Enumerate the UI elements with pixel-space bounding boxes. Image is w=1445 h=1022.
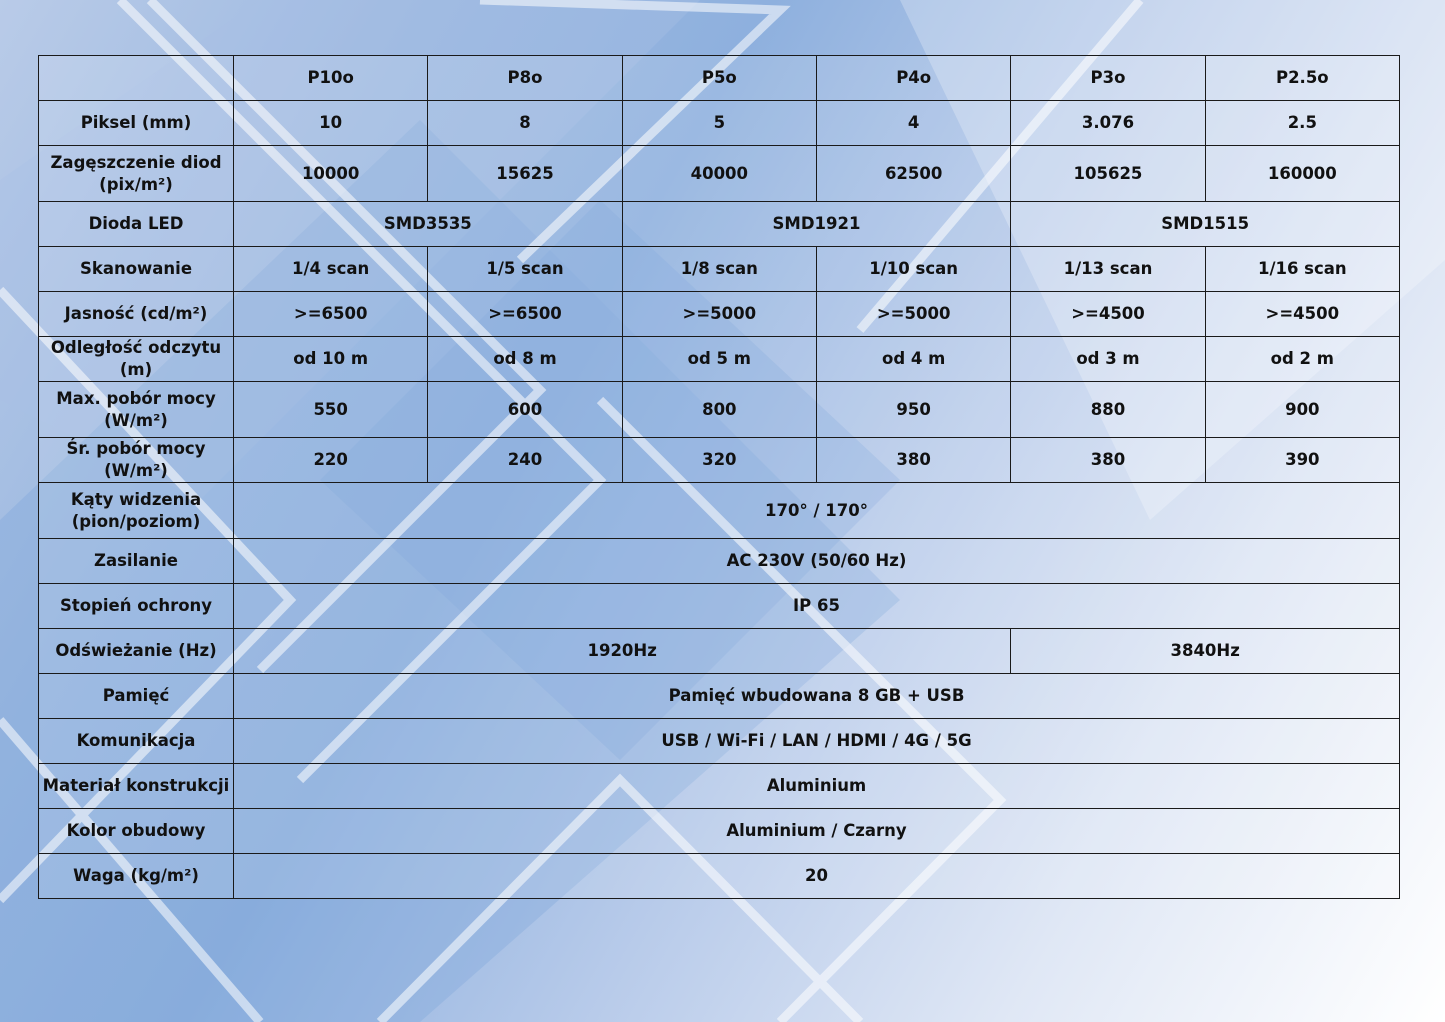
table-cell: 1/4 scan bbox=[234, 247, 428, 292]
table-cell: od 4 m bbox=[816, 337, 1010, 382]
table-cell: 380 bbox=[816, 438, 1010, 483]
row-label: Zagęszczenie diod (pix/m²) bbox=[39, 146, 234, 202]
header-cell: P2.5o bbox=[1205, 56, 1399, 101]
table-cell: >=4500 bbox=[1205, 292, 1399, 337]
row-label: Odświeżanie (Hz) bbox=[39, 629, 234, 674]
row-label: Zasilanie bbox=[39, 539, 234, 584]
table-cell: 1/13 scan bbox=[1011, 247, 1205, 292]
table-cell: 380 bbox=[1011, 438, 1205, 483]
table-cell: 880 bbox=[1011, 382, 1205, 438]
table-cell: od 10 m bbox=[234, 337, 428, 382]
row-label: Skanowanie bbox=[39, 247, 234, 292]
table-cell: 170° / 170° bbox=[234, 483, 1400, 539]
header-cell: P3o bbox=[1011, 56, 1205, 101]
row-label: Komunikacja bbox=[39, 719, 234, 764]
table-row bbox=[39, 854, 1400, 899]
table-cell: SMD3535 bbox=[234, 202, 623, 247]
table-row bbox=[39, 539, 1400, 584]
table-cell: 10 bbox=[234, 101, 428, 146]
table-cell: 105625 bbox=[1011, 146, 1205, 202]
row-label: Materiał konstrukcji bbox=[39, 764, 234, 809]
row-label: Pamięć bbox=[39, 674, 234, 719]
table-cell: 3.076 bbox=[1011, 101, 1205, 146]
row-label: Max. pobór mocy (W/m²) bbox=[39, 382, 234, 438]
table-row bbox=[39, 764, 1400, 809]
table-row bbox=[39, 719, 1400, 764]
table-row bbox=[39, 674, 1400, 719]
table-cell: 390 bbox=[1205, 438, 1399, 483]
table-cell: od 2 m bbox=[1205, 337, 1399, 382]
table-cell: >=6500 bbox=[428, 292, 622, 337]
table-cell: od 5 m bbox=[622, 337, 816, 382]
table-cell: 10000 bbox=[234, 146, 428, 202]
table-cell: od 3 m bbox=[1011, 337, 1205, 382]
table-cell: 40000 bbox=[622, 146, 816, 202]
table-cell: 800 bbox=[622, 382, 816, 438]
table-cell: 3840Hz bbox=[1011, 629, 1400, 674]
table-cell: AC 230V (50/60 Hz) bbox=[234, 539, 1400, 584]
table-cell: Aluminium bbox=[234, 764, 1400, 809]
row-label: Dioda LED bbox=[39, 202, 234, 247]
table-cell: Aluminium / Czarny bbox=[234, 809, 1400, 854]
table-row bbox=[39, 247, 1400, 292]
table-cell: >=5000 bbox=[622, 292, 816, 337]
row-label: Jasność (cd/m²) bbox=[39, 292, 234, 337]
row-label: Piksel (mm) bbox=[39, 101, 234, 146]
table-cell: 1/10 scan bbox=[816, 247, 1010, 292]
header-cell: P4o bbox=[816, 56, 1010, 101]
header-cell: P10o bbox=[234, 56, 428, 101]
header-cell: P5o bbox=[622, 56, 816, 101]
table-cell: 950 bbox=[816, 382, 1010, 438]
table-cell: od 8 m bbox=[428, 337, 622, 382]
table-cell: 1/5 scan bbox=[428, 247, 622, 292]
table-cell: 1920Hz bbox=[234, 629, 1011, 674]
table-cell: Pamięć wbudowana 8 GB + USB bbox=[234, 674, 1400, 719]
table-cell: 15625 bbox=[428, 146, 622, 202]
table-cell: 900 bbox=[1205, 382, 1399, 438]
table-cell: 1/8 scan bbox=[622, 247, 816, 292]
table-cell: 5 bbox=[622, 101, 816, 146]
table-cell: 240 bbox=[428, 438, 622, 483]
spec-table bbox=[38, 55, 1400, 899]
header-cell: P8o bbox=[428, 56, 622, 101]
table-row bbox=[39, 809, 1400, 854]
row-label: Odległość odczytu (m) bbox=[39, 337, 234, 382]
table-cell: 550 bbox=[234, 382, 428, 438]
table-cell: 600 bbox=[428, 382, 622, 438]
table-cell: 220 bbox=[234, 438, 428, 483]
table-cell: 20 bbox=[234, 854, 1400, 899]
table-row bbox=[39, 483, 1400, 539]
table-row bbox=[39, 382, 1400, 438]
table-cell: USB / Wi-Fi / LAN / HDMI / 4G / 5G bbox=[234, 719, 1400, 764]
table-cell: 2.5 bbox=[1205, 101, 1399, 146]
table-cell: SMD1921 bbox=[622, 202, 1011, 247]
table-row bbox=[39, 584, 1400, 629]
table-cell: >=4500 bbox=[1011, 292, 1205, 337]
row-label: Kolor obudowy bbox=[39, 809, 234, 854]
table-row bbox=[39, 292, 1400, 337]
table-row bbox=[39, 101, 1400, 146]
table-cell: 8 bbox=[428, 101, 622, 146]
table-row bbox=[39, 146, 1400, 202]
row-label: Waga (kg/m²) bbox=[39, 854, 234, 899]
row-label: Kąty widzenia (pion/poziom) bbox=[39, 483, 234, 539]
table-cell: 160000 bbox=[1205, 146, 1399, 202]
table-row bbox=[39, 629, 1400, 674]
table-cell: SMD1515 bbox=[1011, 202, 1400, 247]
table-cell: 4 bbox=[816, 101, 1010, 146]
table-cell: 62500 bbox=[816, 146, 1010, 202]
table-cell: >=5000 bbox=[816, 292, 1010, 337]
table-cell: IP 65 bbox=[234, 584, 1400, 629]
table-cell: 1/16 scan bbox=[1205, 247, 1399, 292]
table-row bbox=[39, 202, 1400, 247]
table-cell: >=6500 bbox=[234, 292, 428, 337]
row-label: Stopień ochrony bbox=[39, 584, 234, 629]
table-cell: 320 bbox=[622, 438, 816, 483]
table-row bbox=[39, 438, 1400, 483]
header-corner-cell bbox=[39, 56, 234, 101]
table-row bbox=[39, 337, 1400, 382]
header-row bbox=[39, 56, 1400, 101]
row-label: Śr. pobór mocy (W/m²) bbox=[39, 438, 234, 483]
